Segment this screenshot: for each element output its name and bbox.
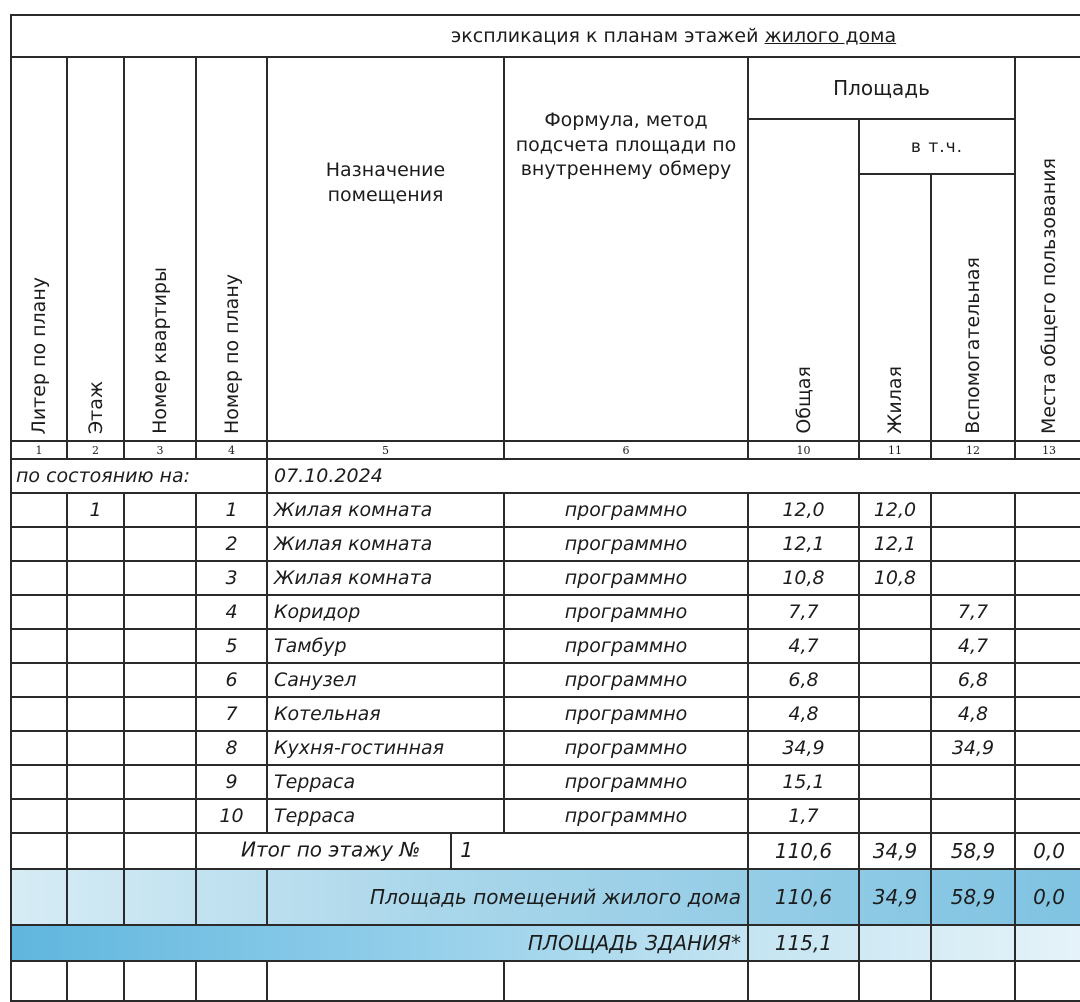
- floor-total-label: Итог по этажу №: [241, 837, 421, 862]
- floor-total-living: 34,9: [859, 833, 931, 869]
- header-floor: Этаж: [67, 57, 124, 441]
- cell-litera: [11, 493, 67, 527]
- cell-aux: 4,8: [931, 697, 1015, 731]
- cell-floor: [67, 561, 124, 595]
- cell-purpose: Котельная: [267, 697, 504, 731]
- cell-floor: [67, 629, 124, 663]
- cell-living: 12,0: [859, 493, 931, 527]
- cell-common: [1015, 595, 1080, 629]
- table-row: [11, 697, 1080, 731]
- cell-floor: [67, 527, 124, 561]
- cell-method: программно: [504, 629, 748, 663]
- cell-floor: 1: [67, 493, 124, 527]
- header-total: Общая: [748, 119, 859, 441]
- cell-apartment: [124, 731, 196, 765]
- cell-living: [859, 799, 931, 833]
- col-number: 1: [11, 441, 67, 459]
- title-prefix: экспликация к планам этажей: [450, 25, 759, 47]
- cell-apartment: [124, 561, 196, 595]
- title-suffix: жилого дома: [764, 25, 897, 47]
- table-row: [11, 799, 1080, 833]
- header-auxiliary: Вспомогательная: [931, 174, 1015, 441]
- cell-living: 10,8: [859, 561, 931, 595]
- cell-purpose: Жилая комната: [267, 561, 504, 595]
- floor-total-total: 110,6: [748, 833, 859, 869]
- cell-litera: [11, 595, 67, 629]
- cell-method: программно: [504, 493, 748, 527]
- cell-purpose: Тамбур: [267, 629, 504, 663]
- cell-method: программно: [504, 765, 748, 799]
- cell-floor: [67, 731, 124, 765]
- cell-floor: [67, 663, 124, 697]
- header-apartment: Номер квартиры: [124, 57, 196, 441]
- col-number: 12: [931, 441, 1015, 459]
- cell-common: [1015, 561, 1080, 595]
- cell-total: 15,1: [748, 765, 859, 799]
- cell-aux: 34,9: [931, 731, 1015, 765]
- header-living: Жилая: [859, 174, 931, 441]
- col-number: 13: [1015, 441, 1080, 459]
- state-row: [11, 459, 1080, 493]
- table-row: [11, 561, 1080, 595]
- house-total-living: 34,9: [859, 869, 931, 925]
- col-number: 2: [67, 441, 124, 459]
- cell-aux: [931, 493, 1015, 527]
- cell-common: [1015, 697, 1080, 731]
- cell-common: [1015, 629, 1080, 663]
- house-total-label: Площадь помещений жилого дома: [267, 869, 748, 925]
- table-row: [11, 663, 1080, 697]
- table-title: [11, 15, 1080, 57]
- cell-common: [1015, 731, 1080, 765]
- cell-litera: [11, 697, 67, 731]
- cell-living: 12,1: [859, 527, 931, 561]
- cell-purpose: Коридор: [267, 595, 504, 629]
- cell-total: 10,8: [748, 561, 859, 595]
- cell-aux: [931, 799, 1015, 833]
- cell-purpose: Терраса: [267, 765, 504, 799]
- cell-litera: [11, 663, 67, 697]
- state-label: по состоянию на:: [11, 459, 267, 493]
- cell-total: 7,7: [748, 595, 859, 629]
- cell-total: 34,9: [748, 731, 859, 765]
- cell-plan-no: 1: [196, 493, 267, 527]
- state-date: 07.10.2024: [267, 459, 1080, 493]
- cell-plan-no: 7: [196, 697, 267, 731]
- explication-table: [10, 14, 1080, 1002]
- cell-total: 12,1: [748, 527, 859, 561]
- building-label: ПЛОЩАДЬ ЗДАНИЯ*: [11, 925, 748, 961]
- cell-apartment: [124, 527, 196, 561]
- cell-plan-no: 3: [196, 561, 267, 595]
- cell-apartment: [124, 493, 196, 527]
- cell-method: программно: [504, 561, 748, 595]
- cell-total: 1,7: [748, 799, 859, 833]
- cell-litera: [11, 527, 67, 561]
- cell-aux: [931, 561, 1015, 595]
- cell-apartment: [124, 765, 196, 799]
- cell-purpose: Санузел: [267, 663, 504, 697]
- cell-floor: [67, 595, 124, 629]
- cell-litera: [11, 765, 67, 799]
- table-row: [11, 629, 1080, 663]
- house-total-total: 110,6: [748, 869, 859, 925]
- table-row: [11, 527, 1080, 561]
- cell-floor: [67, 697, 124, 731]
- cell-living: [859, 765, 931, 799]
- cell-method: программно: [504, 731, 748, 765]
- cell-apartment: [124, 663, 196, 697]
- column-numbers-row: [11, 441, 1080, 459]
- cell-common: [1015, 663, 1080, 697]
- col-number: 3: [124, 441, 196, 459]
- cell-apartment: [124, 629, 196, 663]
- cell-litera: [11, 561, 67, 595]
- cell-common: [1015, 765, 1080, 799]
- table-row: [11, 765, 1080, 799]
- cell-litera: [11, 629, 67, 663]
- cell-litera: [11, 799, 67, 833]
- cell-purpose: Терраса: [267, 799, 504, 833]
- house-total-aux: 58,9: [931, 869, 1015, 925]
- cell-plan-no: 10: [196, 799, 267, 833]
- cell-plan-no: 5: [196, 629, 267, 663]
- header-litera: Литер по плану: [11, 57, 67, 441]
- col-number: 5: [267, 441, 504, 459]
- cell-total: 6,8: [748, 663, 859, 697]
- floor-total-number: 1: [460, 837, 474, 862]
- header-purpose: Назначение помещения: [267, 57, 504, 441]
- col-number: 11: [859, 441, 931, 459]
- col-number: 6: [504, 441, 748, 459]
- table-row: [11, 493, 1080, 527]
- table-row: [11, 731, 1080, 765]
- cell-plan-no: 6: [196, 663, 267, 697]
- cell-total: 12,0: [748, 493, 859, 527]
- cell-method: программно: [504, 697, 748, 731]
- cell-method: программно: [504, 663, 748, 697]
- house-total-row: [11, 869, 1080, 925]
- table-row: [11, 595, 1080, 629]
- cell-total: 4,8: [748, 697, 859, 731]
- blank-row: [11, 961, 1080, 1001]
- cell-aux: 6,8: [931, 663, 1015, 697]
- cell-purpose: Жилая комната: [267, 493, 504, 527]
- cell-purpose: Кухня-гостинная: [267, 731, 504, 765]
- cell-aux: 7,7: [931, 595, 1015, 629]
- header-area: Площадь: [748, 57, 1015, 119]
- col-number: 4: [196, 441, 267, 459]
- header-plan-no: Номер по плану: [196, 57, 267, 441]
- cell-aux: [931, 765, 1015, 799]
- cell-plan-no: 9: [196, 765, 267, 799]
- cell-living: [859, 663, 931, 697]
- cell-living: [859, 629, 931, 663]
- cell-method: программно: [504, 799, 748, 833]
- cell-living: [859, 731, 931, 765]
- cell-common: [1015, 799, 1080, 833]
- cell-common: [1015, 493, 1080, 527]
- cell-common: [1015, 527, 1080, 561]
- building-row: [11, 925, 1080, 961]
- floor-total-aux: 58,9: [931, 833, 1015, 869]
- cell-aux: [931, 527, 1015, 561]
- cell-plan-no: 4: [196, 595, 267, 629]
- header-formula: Формула, метод подсчета площади по внутреннему обмеру: [504, 57, 748, 441]
- header-common: Места общего пользования: [1015, 57, 1080, 441]
- floor-total-row: [11, 833, 1080, 869]
- building-total: 115,1: [748, 925, 859, 961]
- cell-purpose: Жилая комната: [267, 527, 504, 561]
- header-incl: в т.ч.: [859, 119, 1015, 174]
- cell-living: [859, 697, 931, 731]
- cell-apartment: [124, 697, 196, 731]
- cell-total: 4,7: [748, 629, 859, 663]
- cell-litera: [11, 731, 67, 765]
- floor-total-label-cell: [196, 833, 748, 869]
- cell-method: программно: [504, 527, 748, 561]
- cell-floor: [67, 799, 124, 833]
- col-number: 10: [748, 441, 859, 459]
- cell-plan-no: 8: [196, 731, 267, 765]
- house-total-common: 0,0: [1015, 869, 1080, 925]
- cell-living: [859, 595, 931, 629]
- cell-plan-no: 2: [196, 527, 267, 561]
- cell-method: программно: [504, 595, 748, 629]
- cell-floor: [67, 765, 124, 799]
- cell-apartment: [124, 799, 196, 833]
- cell-aux: 4,7: [931, 629, 1015, 663]
- floor-total-common: 0,0: [1015, 833, 1080, 869]
- cell-apartment: [124, 595, 196, 629]
